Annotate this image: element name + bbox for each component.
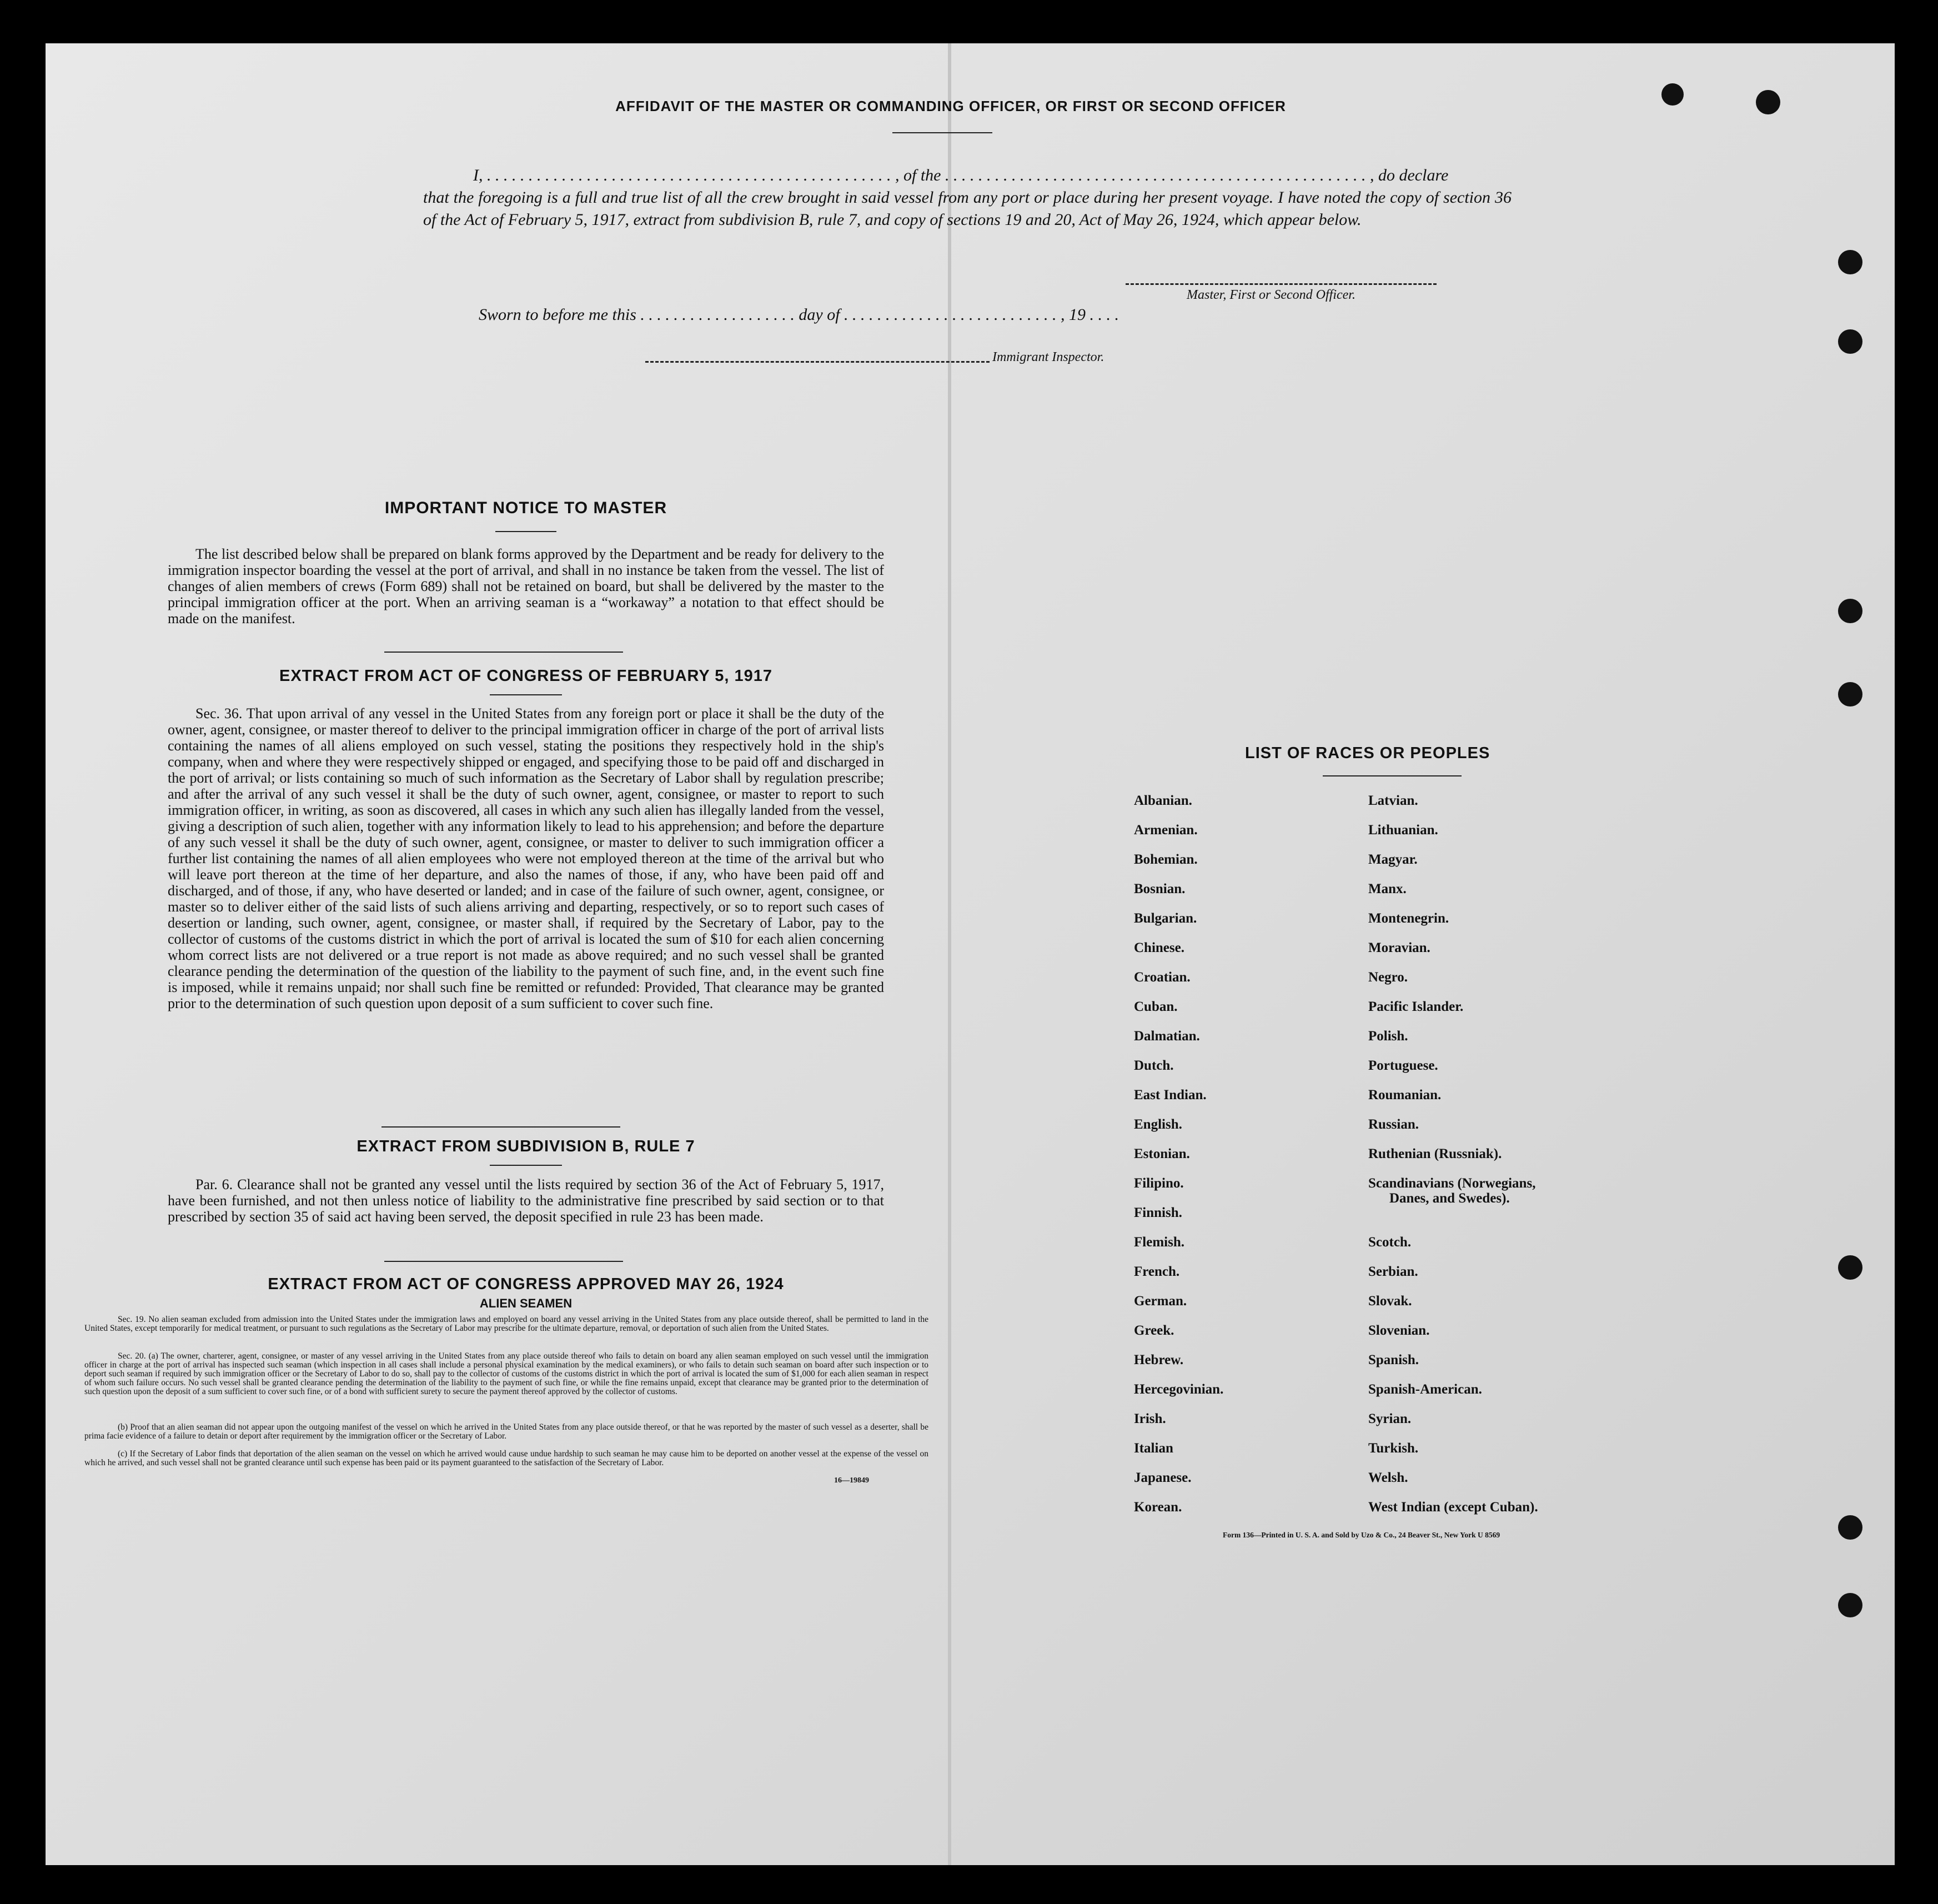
inspector-label: Immigrant Inspector. bbox=[992, 350, 1104, 364]
race-left-7: Croatian. bbox=[1134, 970, 1191, 985]
race-left-13: Estonian. bbox=[1134, 1146, 1190, 1161]
declaration-line1: I, . . . . . . . . . . . . . . . . . . . . . . . . . . . . . . . . . . . . . . . . . . . . . . . . . , of the . . . . . . . . . . . . . . . . . . . . . . . . . . . . . . . . . . . . . . . . . . . . . . . . . . . , do declare bbox=[473, 166, 1449, 184]
race-right-11: Roumanian. bbox=[1368, 1088, 1442, 1103]
punch-hole-2 bbox=[1838, 329, 1862, 354]
race-right-21: Syrian. bbox=[1368, 1411, 1412, 1426]
form-footer: Form 136—Printed in U. S. A. and Sold by Uzo & Co., 24 Beaver St., New York U 8569 bbox=[1223, 1531, 1500, 1539]
race-right-5: Montenegrin. bbox=[1368, 911, 1449, 926]
extract-1917-underline bbox=[490, 694, 562, 695]
sec20a-text: Sec. 20. (a) The owner, charterer, agent, consignee, or master of any vessel arriving in the United States from any place outside thereof who fails to detain on board any alien seaman employed on such vessel until the immigration officer in charge at the port of arrival has inspected such seaman (which inspection in all cases shall include a personal physical examination by the medical examiners), or who fails to detain such seaman on board after such inspection or to deport such seaman if required by such immigration officer or the Secretary of Labor to do so, shall pay to the collector of customs of the customs district in which the port of arrival is located the sum of $1,000 for each alien seaman in respect of whom such failure occurs. No such vessel shall be granted clearance pending the determination of the liability to the payment of such fine, or while the fine remains unpaid, except that clearance may be granted prior to the determination of such question upon the deposit of a sum sufficient to cover such fine, or of a bond with sufficient surety to secure the payment thereof approved by the collector of customs. bbox=[84, 1351, 928, 1396]
race-right-17: Slovak. bbox=[1368, 1294, 1412, 1309]
race-left-9: Dalmatian. bbox=[1134, 1029, 1200, 1044]
sec20b-text: (b) Proof that an alien seaman did not appear upon the outgoing manifest of the vessel on which he arrived in the United States from any place outside thereof, or that he was reported by the master of such vessel as a deserter, shall be prima facie evidence of a failure to detain or deport after requirement by the immigration officer or the Secretary of Labor. bbox=[84, 1422, 928, 1441]
race-left-18: German. bbox=[1134, 1294, 1187, 1309]
race-right-22: Turkish. bbox=[1368, 1441, 1419, 1456]
race-right-6: Moravian. bbox=[1368, 940, 1430, 955]
race-left-21: Hercegovinian. bbox=[1134, 1382, 1224, 1397]
punch-hole-6 bbox=[1838, 1515, 1862, 1540]
race-left-1: Albanian. bbox=[1134, 793, 1192, 808]
punch-hole-top-left bbox=[1661, 83, 1684, 106]
race-left-12: English. bbox=[1134, 1117, 1182, 1132]
punch-hole-top-right bbox=[1756, 90, 1780, 114]
title-underline bbox=[892, 132, 992, 133]
race-right-12: Russian. bbox=[1368, 1117, 1419, 1132]
divider-2 bbox=[381, 1126, 620, 1128]
notice-body: The list described below shall be prepared on blank forms approved by the Department and be ready for delivery to the immigration inspector boarding the vessel at the port of arrival, and shall in no instance be taken from the vessel. The list of changes of alien members of crews (Form 689) shall not be retained on board, but shall be delivered by the master to the principal immigration officer at the port. When an arriving seaman is a “workaway” a notation to that effect should be made on the manifest. bbox=[168, 546, 884, 627]
race-left-16: Flemish. bbox=[1134, 1235, 1184, 1250]
sec20c-text: (c) If the Secretary of Labor finds that deportation of the alien seaman on the vessel on which he arrived would cause undue hardship to such seaman he may cause him to be deported on another vessel at the expense of the vessel on which he arrived, and such vessel shall not be granted clearance until such expense has been paid or its payment guaranteed to the satisfaction of the Secretary of Labor. bbox=[84, 1449, 928, 1467]
race-left-14: Filipino. bbox=[1134, 1176, 1184, 1191]
race-left-6: Chinese. bbox=[1134, 940, 1184, 955]
form-code: 16—19849 bbox=[834, 1476, 869, 1485]
extract-1917-title: EXTRACT FROM ACT OF CONGRESS OF FEBRUARY 5, 1917 bbox=[279, 667, 773, 685]
race-left-8: Cuban. bbox=[1134, 999, 1178, 1014]
race-right-3: Magyar. bbox=[1368, 852, 1418, 867]
race-left-4: Bosnian. bbox=[1134, 881, 1186, 896]
extract-rule7-body: Par. 6. Clearance shall not be granted any vessel until the lists required by section 36 of the Act of February 5, 1917, have been furnished, and not then unless notice of liability to the administrative fine prescribed by said section or to that prescribed by section 35 of said act having been served, the deposit specified in rule 23 has been made. bbox=[168, 1176, 884, 1225]
race-right-10: Portuguese. bbox=[1368, 1058, 1438, 1073]
race-right-14: Scandinavians (Norwegians, bbox=[1368, 1176, 1536, 1191]
extract-rule7-underline bbox=[490, 1165, 562, 1166]
declaration-body: that the foregoing is a full and true list of all the crew brought in said vessel from any port or place during her present voyage. I have noted the copy of section 36 of the Act of February 5, 1917, extract from subdivision B, rule 7, and copy of sections 19 and 20, Act of May 26, 1924, which appear below. bbox=[423, 188, 1512, 229]
race-right-18: Slovenian. bbox=[1368, 1323, 1430, 1338]
extract-1917-body: Sec. 36. That upon arrival of any vessel in the United States from any foreign port or place it shall be the duty of the owner, agent, consignee, or master thereof to deliver to the principal immigration officer in charge of the port of arrival lists containing the names of all aliens employed on such vessel, stating the positions they respectively hold in the ship's company, when and where they were respectively shipped or engaged, and specifying those to be paid off and discharged in the port of arrival; or lists containing so much of such information as the Secretary of Labor shall by regulation prescribe; and after the arrival of any such vessel it shall be the duty of such owner, agent, consignee, or master to report to such immigration officer, in writing, as soon as discovered, all cases in which any such alien has illegally landed from the vessel, giving a description of such alien, together with any information likely to lead to his apprehension; and before the departure of any such vessel it shall be the duty of such owner, agent, consignee, or master to deliver to such immigration officer a further list containing the names of all alien employees who were not employed thereon at the time of the arrival but who will leave port thereon at the time of her departure, and also the names of those, if any, who have been paid off and discharged, and of those, if any, who have deserted or landed; and in case of the failure of such owner, agent, consignee, or master so to deliver either of the said lists of such aliens arriving and departing, respectively, or so to report such cases of desertion or landing, such owner, agent, consignee, or master shall, if required by the Secretary of Labor, pay to the collector of customs of the customs district in which the port of arrival is located the sum of $10 for each alien concerning whom correct lists are not delivered or a true report is not made as above required; and no such vessel shall be granted clearance pending the determination of the question of the liability to the payment of such fine, and, in the event such fine is imposed, while it remains unpaid; nor shall such fine be remitted or refunded: Provided, That clearance may be granted prior to the determination of such question upon deposit of a sum sufficient to cover such fine. bbox=[168, 705, 884, 1011]
sec19-text: Sec. 19. No alien seaman excluded from admission into the United States under the immigration laws and employed on board any vessel arriving in the United States from any place outside thereof, shall be permitted to land in the United States, except temporarily for medical treatment, or pursuant to such regulations as the Secretary of Labor may prescribe for the ultimate departure, removal, or deportation of such alien from the United States. bbox=[84, 1315, 928, 1333]
race-left-20: Hebrew. bbox=[1134, 1352, 1184, 1367]
punch-hole-1 bbox=[1838, 250, 1862, 274]
race-left-5: Bulgarian. bbox=[1134, 911, 1197, 926]
punch-hole-7 bbox=[1838, 1593, 1862, 1617]
race-left-25: Korean. bbox=[1134, 1500, 1182, 1515]
punch-hole-4 bbox=[1838, 682, 1862, 707]
race-left-17: French. bbox=[1134, 1264, 1180, 1279]
extract-1924-subtitle: ALIEN SEAMEN bbox=[479, 1296, 573, 1310]
manifest-page bbox=[46, 43, 1895, 1865]
race-left-23: Italian bbox=[1134, 1441, 1173, 1456]
race-right-19: Spanish. bbox=[1368, 1352, 1419, 1367]
race-right-2: Lithuanian. bbox=[1368, 823, 1438, 838]
race-right-23: Welsh. bbox=[1368, 1470, 1408, 1485]
extract-1924-title: EXTRACT FROM ACT OF CONGRESS APPROVED MAY 26, 1924 bbox=[268, 1275, 784, 1293]
race-right-1: Latvian. bbox=[1368, 793, 1418, 808]
race-right-8: Pacific Islander. bbox=[1368, 999, 1464, 1014]
races-underline bbox=[1323, 775, 1462, 776]
race-right-24: West Indian (except Cuban). bbox=[1368, 1500, 1538, 1515]
race-right-4: Manx. bbox=[1368, 881, 1407, 896]
race-right-20: Spanish-American. bbox=[1368, 1382, 1482, 1397]
race-right-15: Scotch. bbox=[1368, 1235, 1412, 1250]
divider-1 bbox=[384, 652, 623, 653]
signature-line bbox=[1126, 283, 1437, 285]
race-right-14b: Danes, and Swedes). bbox=[1389, 1191, 1510, 1206]
signature-label: Master, First or Second Officer. bbox=[1187, 288, 1355, 302]
races-title: LIST OF RACES OR PEOPLES bbox=[1245, 744, 1490, 762]
punch-hole-5 bbox=[1838, 1255, 1862, 1280]
race-left-24: Japanese. bbox=[1134, 1470, 1192, 1485]
notice-underline bbox=[495, 531, 556, 532]
race-right-7: Negro. bbox=[1368, 970, 1408, 985]
punch-hole-3 bbox=[1838, 599, 1862, 623]
race-left-10: Dutch. bbox=[1134, 1058, 1174, 1073]
extract-rule7-title: EXTRACT FROM SUBDIVISION B, RULE 7 bbox=[357, 1138, 695, 1155]
race-left-15: Finnish. bbox=[1134, 1205, 1182, 1220]
notice-title: IMPORTANT NOTICE TO MASTER bbox=[384, 499, 667, 517]
sworn-line: Sworn to before me this . . . . . . . . . . . . . . . . . . . day of . . . . . . . . . . . . . . . . . . . . . . . . . . , 19 . . . . bbox=[479, 305, 1119, 324]
race-left-19: Greek. bbox=[1134, 1323, 1174, 1338]
race-left-3: Bohemian. bbox=[1134, 852, 1198, 867]
affidavit-title: AFFIDAVIT OF THE MASTER OR COMMANDING OFFICER, OR FIRST OR SECOND OFFICER bbox=[615, 98, 1286, 114]
race-left-22: Irish. bbox=[1134, 1411, 1166, 1426]
race-right-13: Ruthenian (Russniak). bbox=[1368, 1146, 1502, 1161]
race-left-2: Armenian. bbox=[1134, 823, 1198, 838]
race-right-16: Serbian. bbox=[1368, 1264, 1418, 1279]
race-left-11: East Indian. bbox=[1134, 1088, 1207, 1103]
race-right-9: Polish. bbox=[1368, 1029, 1408, 1044]
inspector-line bbox=[645, 361, 990, 363]
divider-3 bbox=[384, 1261, 623, 1262]
